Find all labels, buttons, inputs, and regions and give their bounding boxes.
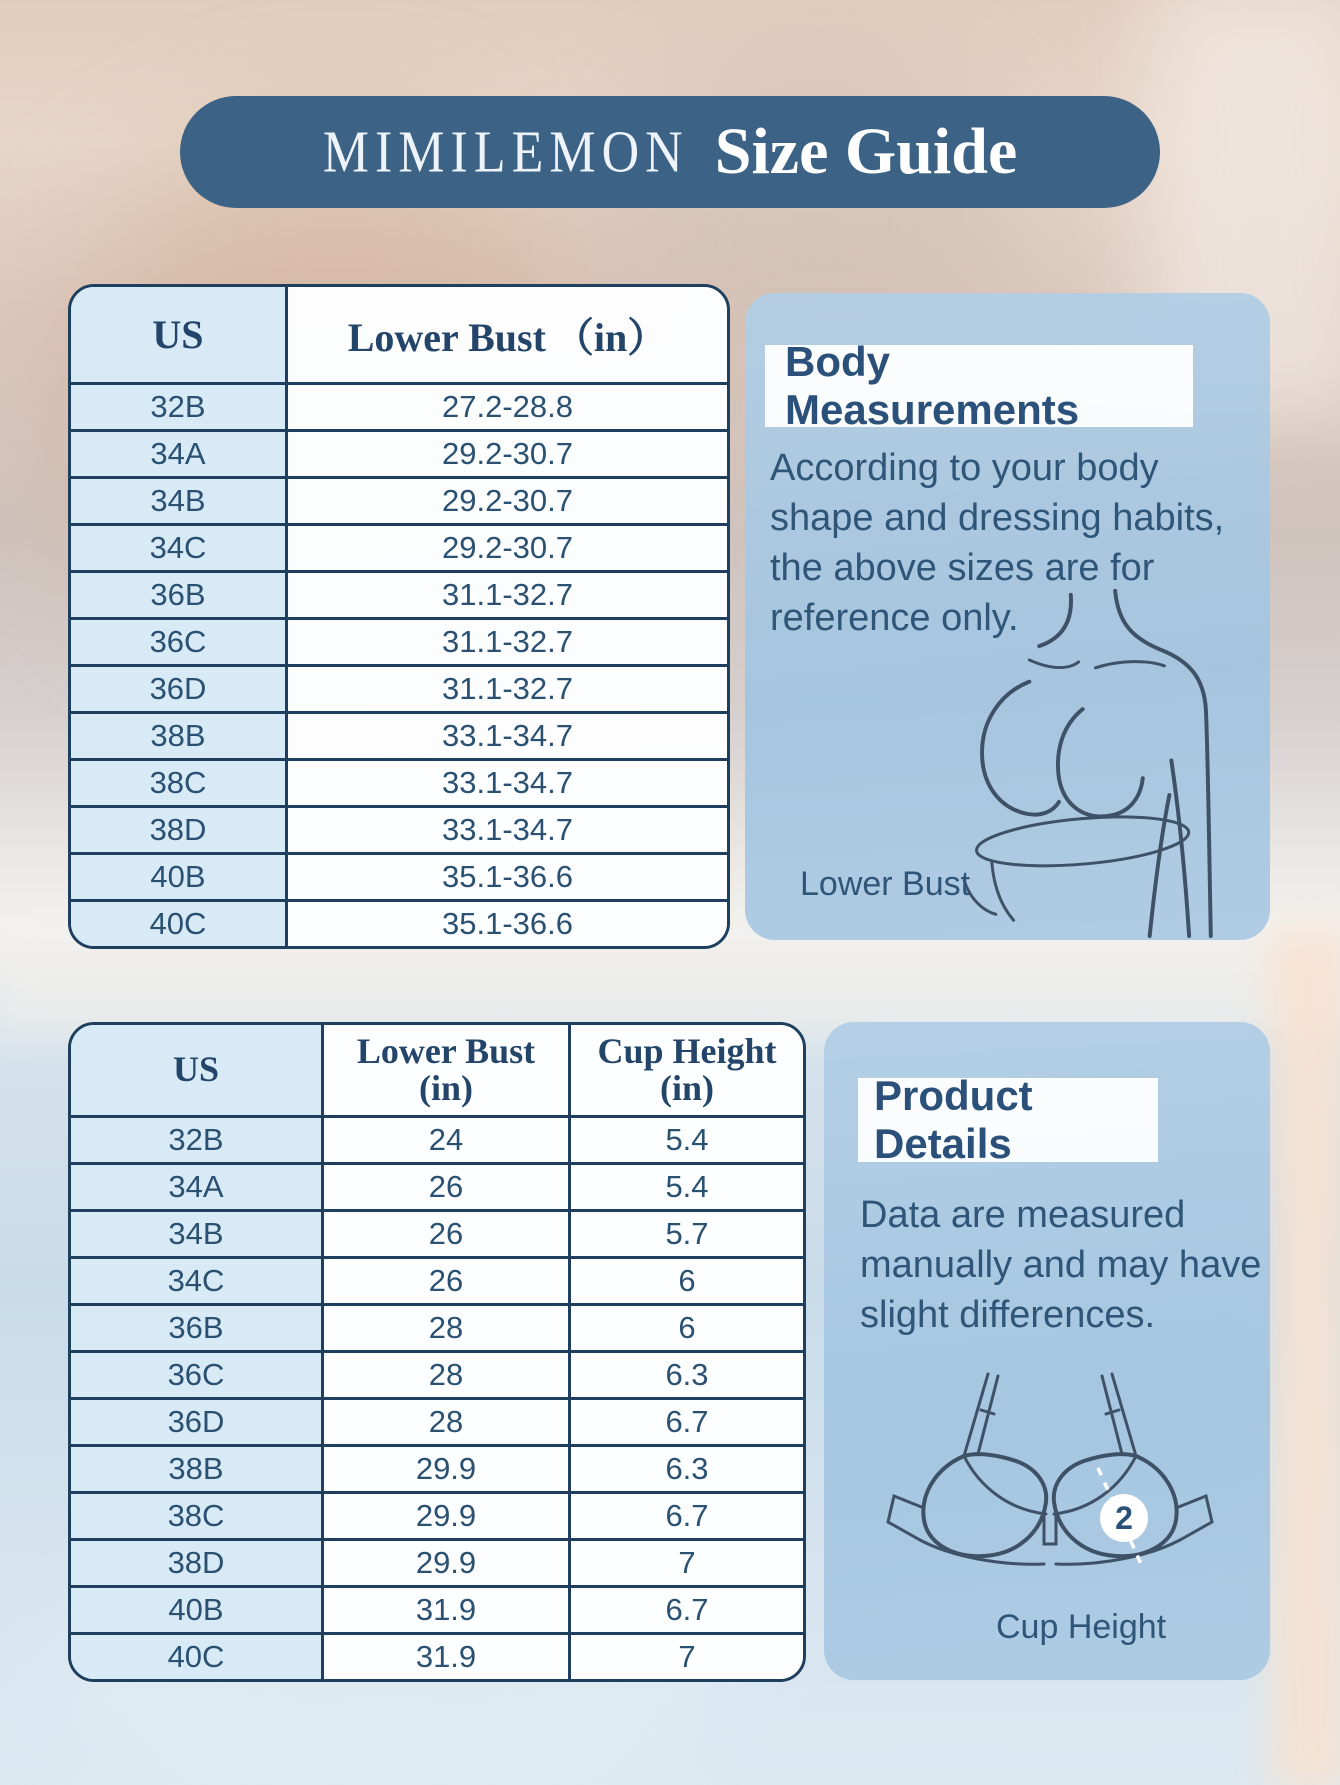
lower-bust-label: Lower Bust [800,865,971,903]
table-cell: 36D [71,1400,321,1444]
table-row [71,382,727,429]
table-cell: 40C [71,902,285,946]
table-cell: 38C [71,1494,321,1538]
table-cell: 34B [71,1212,321,1256]
table-row [71,1256,803,1303]
table-cell: 35.1-36.6 [285,855,727,899]
table-cell: 32B [71,385,285,429]
table-header-row [71,287,727,382]
table-cell: 34C [71,1259,321,1303]
table-cell: 5.4 [568,1118,803,1162]
table-cell: 28 [321,1353,568,1397]
table-cell: 29.2-30.7 [285,432,727,476]
table-row [71,570,727,617]
table-row [71,664,727,711]
table-cell: 40B [71,1588,321,1632]
table-row [71,1444,803,1491]
table-row [71,1491,803,1538]
table-row [71,1632,803,1679]
table-cell: 31.9 [321,1588,568,1632]
table-row [71,711,727,758]
table-cell: 29.2-30.7 [285,526,727,570]
table-cell: 29.9 [321,1494,568,1538]
table-cell: 27.2-28.8 [285,385,727,429]
table-row [71,899,727,946]
table-cell: 6.7 [568,1588,803,1632]
table-cell: 33.1-34.7 [285,761,727,805]
table-cell: 26 [321,1165,568,1209]
table-cell: 5.4 [568,1165,803,1209]
header-pill [180,96,1160,208]
cup-height-label: Cup Height [996,1608,1167,1646]
table-cell: 7 [568,1541,803,1585]
table-cell: 36B [71,1306,321,1350]
table-cell: 6 [568,1259,803,1303]
table-row [71,1209,803,1256]
table-row [71,429,727,476]
table-cell: 6.3 [568,1447,803,1491]
table-cell: 29.9 [321,1541,568,1585]
table-row [71,1162,803,1209]
table-cell: 31.9 [321,1635,568,1679]
table-row [71,758,727,805]
table-cell: 6.7 [568,1400,803,1444]
table-cell: 32B [71,1118,321,1162]
table-cell: 31.1-32.7 [285,620,727,664]
table-cell: 34A [71,1165,321,1209]
table-header-row [71,1025,803,1115]
table-cell: 36C [71,1353,321,1397]
background-band [0,935,1340,1030]
table-row [71,1303,803,1350]
table-cell: 31.1-32.7 [285,667,727,711]
table-cell: 7 [568,1635,803,1679]
table-cell: 24 [321,1118,568,1162]
background-strip [1270,930,1340,1785]
panel-description: Data are measured manually and may have slight differences. [860,1194,1262,1337]
table-row [71,1397,803,1444]
table-row [71,523,727,570]
panel-description: According to your body shape and dressing habits, the above sizes are for reference only. [770,447,1225,640]
column-header: Cup Height (in) [568,1025,803,1115]
table-row [71,852,727,899]
table-cell: 28 [321,1306,568,1350]
column-header: Lower Bust (in) [321,1025,568,1115]
table-row [71,476,727,523]
table-cell: 34B [71,479,285,523]
table-cell: 36D [71,667,285,711]
table-row [71,1115,803,1162]
table-cell: 40B [71,855,285,899]
column-header: US [71,287,285,382]
table-cell: 38D [71,1541,321,1585]
table-cell: 40C [71,1635,321,1679]
column-header: Lower Bust （in） [285,287,727,382]
panel-title: Body Measurements [785,338,1080,433]
page-title: Size Guide [714,115,1018,188]
table-cell: 29.9 [321,1447,568,1491]
table-cell: 6.7 [568,1494,803,1538]
table-cell: 29.2-30.7 [285,479,727,523]
table-cell: 36B [71,573,285,617]
panel-title-box [858,1072,1158,1167]
table-cell: 34A [71,432,285,476]
panel-title: Product Details [874,1072,1033,1167]
table-cell: 35.1-36.6 [285,902,727,946]
table-row [71,1585,803,1632]
table-cell: 6.3 [568,1353,803,1397]
size-table-cup-height [68,1022,806,1682]
marker-2-number: 2 [1115,1500,1133,1536]
table-row [71,805,727,852]
table-cell: 38B [71,1447,321,1491]
table-cell: 33.1-34.7 [285,714,727,758]
table-cell: 38D [71,808,285,852]
table-cell: 38B [71,714,285,758]
table-row [71,1538,803,1585]
table-row [71,617,727,664]
column-header: US [71,1025,321,1115]
brand-name: MIMILEMON [322,119,689,185]
table-cell: 5.7 [568,1212,803,1256]
bra-line-drawing-icon [880,1368,1220,1608]
table-cell: 36C [71,620,285,664]
table-row [71,1350,803,1397]
body-measurements-panel [745,293,1270,940]
size-table-lower-bust [68,284,730,949]
product-details-panel [824,1022,1270,1680]
table-cell: 6 [568,1306,803,1350]
table-cell: 34C [71,526,285,570]
table-cell: 38C [71,761,285,805]
panel-title-box [765,338,1193,433]
table-cell: 28 [321,1400,568,1444]
table-cell: 31.1-32.7 [285,573,727,617]
table-cell: 33.1-34.7 [285,808,727,852]
table-cell: 26 [321,1259,568,1303]
table-cell: 26 [321,1212,568,1256]
